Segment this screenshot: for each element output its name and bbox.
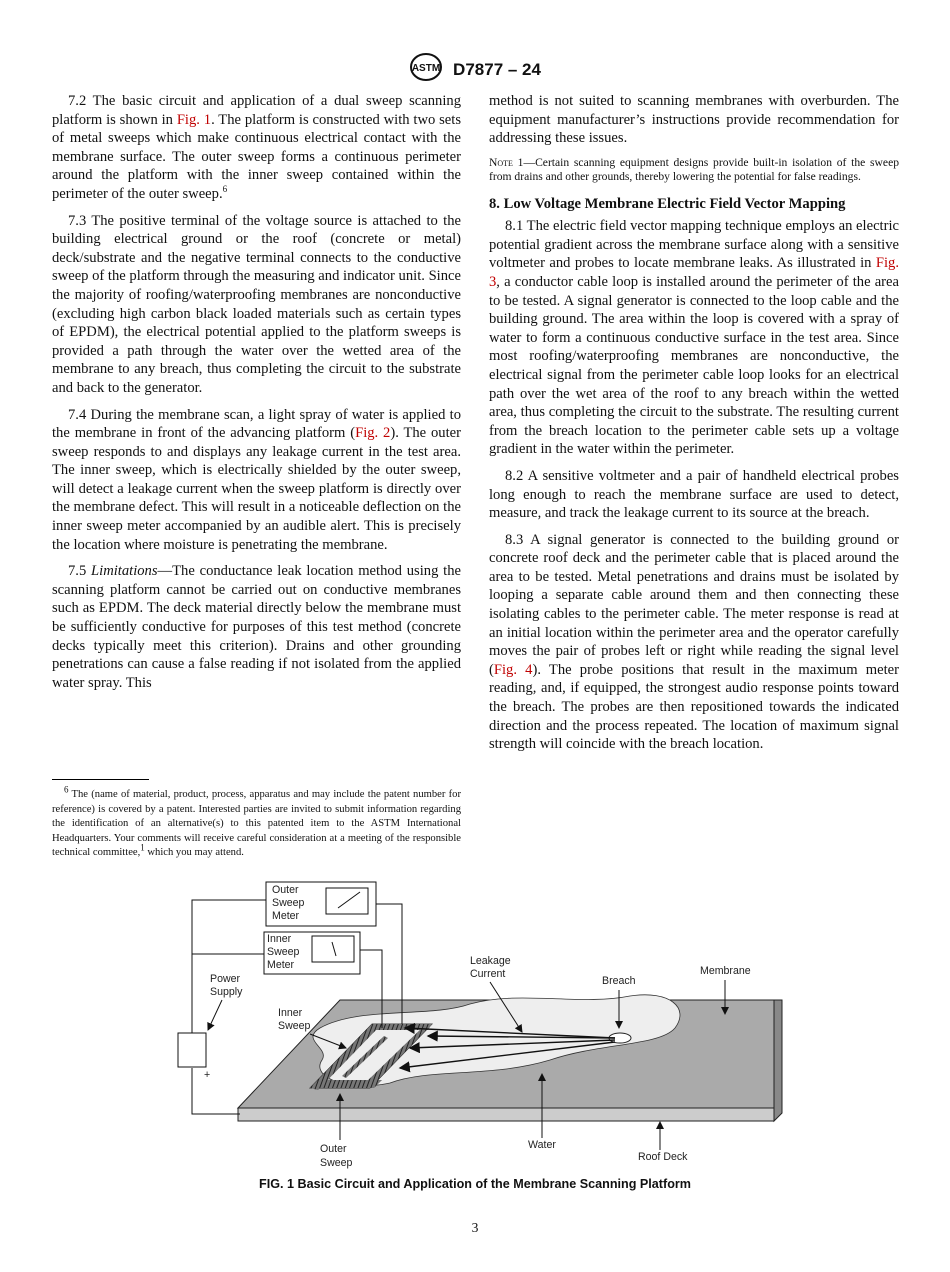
svg-text:Sweep: Sweep: [267, 946, 300, 958]
svg-text:Sweep: Sweep: [278, 1020, 311, 1032]
paragraph-7-2: 7.2 The basic circuit and application of a dual sweep scanning platform is shown in Fig. 1. The platform is constructed with two sets of metal sweeps which make continuous electrical contact with the membrane surface. The outer sweep forms a continuous perimeter around the platform with the inner sweep contained within the perimeter of the outer sweep.$^6$: [52, 93, 462, 202]
paragraph-7-5: 7.5 Limitations—The conductance leak location method using the scanning platform cannot be carried out on conductive membranes such as EPDM. The deck material directly below the membrane must be sufficiently conductive for purposes of this test method (concrete decks typically meet this criterion). Drains and other grounding penetrations can cause a false reading if not isolated from the applied water spray. This: [52, 563, 461, 691]
fig-1-link[interactable]: Fig. 1: [176, 111, 212, 128]
paragraph-8-2: 8.2 A sensitive voltmeter and a pair of handheld electrical probes long enough to reach the membrane surface are used to detect, measure, and track the leakage current to its source at the breach.: [489, 467, 899, 522]
left-column: [52, 92, 461, 700]
svg-text:Inner: Inner: [267, 933, 292, 945]
section-8-title: 8. Low Voltage Membrane Electric Field Vector Mapping: [489, 195, 846, 212]
figure-1-caption: FIG. 1 Basic Circuit and Application of the Membrane Scanning Platform: [259, 1177, 691, 1191]
power-supply: [178, 1033, 206, 1067]
fig-2-link[interactable]: Fig. 2: [355, 425, 391, 442]
standard-designation: D7877 – 24: [453, 59, 541, 79]
svg-text:Outer: Outer: [320, 1143, 347, 1155]
footnote-ref[interactable]: 6: [222, 184, 228, 195]
svg-text:Roof Deck: Roof Deck: [638, 1151, 688, 1163]
footnote-6: [52, 779, 461, 861]
footnote-rule: [52, 779, 149, 780]
paragraph-7-3: 7.3 The positive terminal of the voltage source is attached to the building electrical ground or the roof (concrete or metal) deck/substrate and the negative terminal connects to the conductive sweep of the platform through the measuring and indicator unit. Since the majority of roofing/waterproofing membranes are nonconductive (excluding high carbon black loaded materials such as certain types of EPDM), the electrical potential applied to the platform sweeps is provided a path through the water over the wetted area of the membrane to any breach, thus completing the circuit to the substrate and back to the generator.: [52, 212, 461, 396]
svg-text:Meter: Meter: [267, 959, 295, 971]
svg-text:Meter: Meter: [272, 910, 300, 922]
svg-text:Supply: Supply: [210, 986, 243, 998]
svg-text:Outer: Outer: [272, 884, 299, 896]
astm-logo: [409, 52, 443, 87]
footnote-text: $^6$ The (name of material, product, process, apparatus and may include the patent number for reference) is covered by a patent. Interested parties are invited to submit information regarding the identification of an alternative(s) to this patented item to the ASTM International Headquarters. Your comments will receive careful consideration at a meeting of the responsible technical committee,$^1$ which you may attend.: [52, 784, 461, 859]
fig-4-link[interactable]: Fig. 4: [493, 661, 533, 678]
svg-text:Water: Water: [528, 1139, 556, 1151]
paragraph-8-3: 8.3 A signal generator is connected to the building ground or concrete roof deck and the perimeter cable that is placed around the area to be tested. Metal penetrations and drains must be isolated by looping a separate cable around them and then connecting these isolating cables to the perimeter cable. The meter response is read at an initial location within the perimeter area and the operator carefully moves the pair of probes left or right while reading the signal level (Fig. 4). The probe positions that result in the maximum meter reading, and, if equipped, the strongest audio response points toward the breach. The probes are then repositioned towards the indicated direction and the process repeated. The location of maximum signal strength will coincide with the breach location.: [489, 531, 899, 753]
right-column: [489, 92, 899, 762]
paragraph-8-1: 8.1 The electric field vector mapping technique employs an electric potential gradient across the membrane surface along with a sensitive voltmeter and probes to locate membrane leaks. As illustrated in Fig. 3, a conductor cable loop is installed around the perimeter of the area to be tested. A signal generator is connected to the loop cable and the building ground. The area within the loop is covered with a spray of water to form a continuous conductive surface in the test area. Since most roofing/waterproofing membranes are nonconductive, the electrical signal from the perimeter cable loop looks for an electrical path over the wet area of the roof to any breach within the wetted area, thus completing the circuit to the substrate. The resulting current from the breach location to the perimeter cable sets up a voltage gradient in the water within the perimeter.: [489, 218, 899, 458]
page-number: 3: [471, 1220, 479, 1235]
paragraph-7-5-continued: method is not suited to scanning membranes with overburden. The equipment manufacturer’s instructions provide recommendation for addressing these issues.: [489, 93, 899, 147]
fig-3-link[interactable]: Fig. 3: [489, 255, 899, 290]
svg-text:ASTM: ASTM: [411, 63, 441, 74]
page-header: [0, 52, 950, 87]
svg-text:Breach: Breach: [602, 975, 636, 987]
svg-text:+: +: [204, 1069, 211, 1081]
svg-text:Power: Power: [210, 973, 241, 985]
svg-text:Current: Current: [470, 968, 506, 980]
paragraph-7-4: 7.4 During the membrane scan, a light spray of water is applied to the membrane in front of the advancing platform (Fig. 2). The outer sweep responds to and displays any leakage current in the test area. The inner sweep, which is electrically shielded by the outer sweep, will detect a leakage current when the sweep platform is directly over the membrane defect. This will result in a noticeable deflection on the inner sweep meter accompanied by an audible alert. This is precisely the location where moisture is penetrating the membrane.: [52, 406, 461, 553]
svg-text:Leakage: Leakage: [470, 955, 511, 967]
figure-1-diagram: [170, 878, 800, 1178]
svg-text:Sweep: Sweep: [272, 897, 305, 909]
note-1: Note 1—Certain scanning equipment designs provide built-in isolation of the sweep from drains and other grounds, thereby lowering the potential for false readings.: [489, 155, 900, 184]
svg-text:Membrane: Membrane: [700, 965, 751, 977]
svg-text:Inner: Inner: [278, 1007, 303, 1019]
svg-text:Sweep: Sweep: [320, 1157, 353, 1169]
